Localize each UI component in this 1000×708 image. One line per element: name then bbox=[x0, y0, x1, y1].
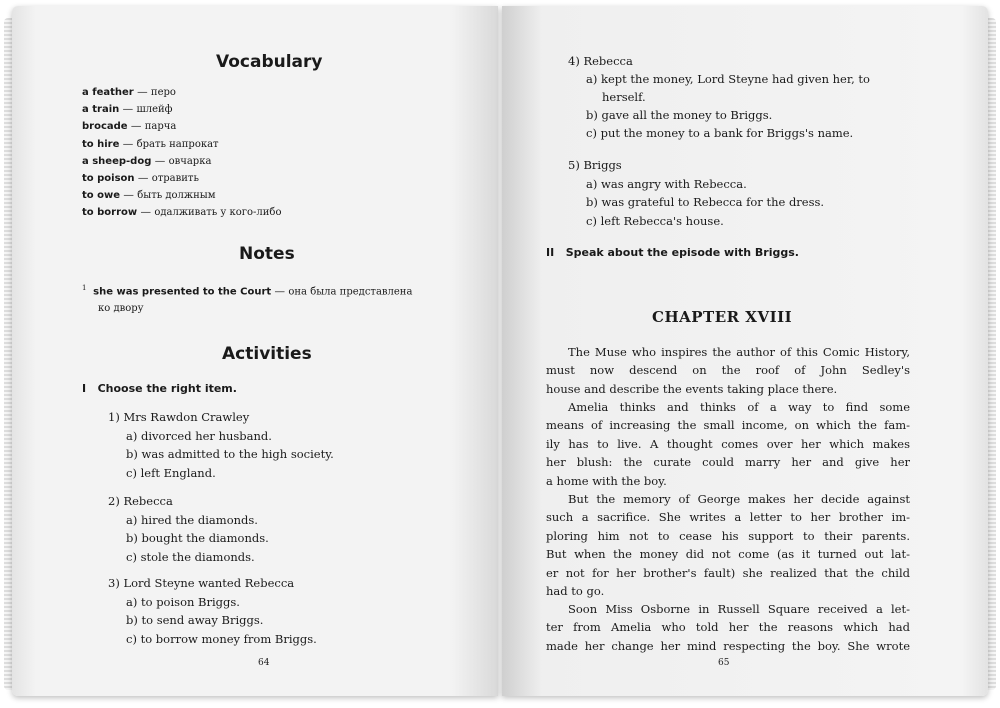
page-number-right: 65 bbox=[718, 658, 730, 668]
text-line: a home with the boy. bbox=[546, 473, 667, 488]
question-5: 5) Briggs a) was angry with Rebecca. b) was grateful to Rebecca for the dress. c) left Rebecca's house. bbox=[568, 158, 825, 228]
vocabulary-list bbox=[82, 84, 281, 222]
text-line: must now descend on the roof of John Sedley's bbox=[546, 363, 910, 378]
page-number-left: 64 bbox=[258, 658, 270, 668]
text-line: ily has to live. A thought comes over her which makes bbox=[546, 436, 910, 451]
task-1: I Choose the right item. bbox=[82, 382, 237, 395]
text-line: er not for her brother's fault) she realized that the child bbox=[546, 565, 910, 580]
vocab-item: to poison — отравить bbox=[82, 172, 199, 185]
text-line: Soon Miss Osborne in Russell Square received a let- bbox=[568, 602, 910, 616]
footnote-term: she was presented to the Court bbox=[93, 286, 272, 298]
question-3: 3) Lord Steyne wanted Rebecca a) to poison Briggs. b) to send away Briggs. c) to borrow money from Briggs. bbox=[108, 576, 317, 646]
notes-heading: Notes bbox=[239, 244, 295, 264]
text-line: But the memory of George makes her decide against bbox=[568, 492, 910, 506]
vocab-item: brocade — парча bbox=[82, 120, 177, 133]
paragraph-3 bbox=[546, 490, 910, 600]
vocab-item: to borrow — одалживать у кого-либо bbox=[82, 206, 282, 219]
text-line: means of increasing the small income, on which the fam- bbox=[546, 418, 910, 433]
text-line: But when the money did not come (as it turned out lat- bbox=[546, 547, 910, 562]
vocab-item: a feather — перо bbox=[82, 86, 176, 98]
activities-heading: Activities bbox=[222, 344, 312, 364]
vocab-item: to hire — брать напрокат bbox=[82, 137, 219, 150]
footnote-translation-cont: ко двору bbox=[98, 302, 144, 314]
text-line: had to go. bbox=[546, 584, 605, 599]
paragraph-1 bbox=[546, 343, 910, 398]
vocab-item: a train — шлейф bbox=[82, 103, 173, 116]
vocab-item: a sheep-dog — овчарка bbox=[82, 154, 212, 167]
question-4: 4) Rebecca a) kept the money, Lord Steyne had given her, to herself. b) gave all the money to Briggs. c) put the money to a bank for Briggs's name. bbox=[568, 54, 870, 140]
text-line: ploring him not to cease his support to their parents. bbox=[546, 528, 910, 543]
paragraph-4 bbox=[546, 600, 910, 655]
footnote-number: 1 bbox=[82, 284, 87, 292]
text-line: such a sacrifice. She writes a letter to her brother im- bbox=[546, 510, 910, 525]
footnote-translation: она была представлена bbox=[288, 286, 413, 298]
text-line: her blush: the curate could marry her and give her bbox=[546, 455, 910, 470]
text-line: made her change her mind respecting the boy. She wrote bbox=[546, 638, 910, 653]
question-1: 1) Mrs Rawdon Crawley a) divorced her husband. b) was admitted to the high society. c) left England. bbox=[108, 410, 334, 480]
paragraph-2 bbox=[546, 398, 910, 490]
footnote: $^1$ she was presented to the Court — она была представлена ко двору bbox=[82, 280, 412, 317]
vocab-item: to owe — быть должным bbox=[82, 189, 216, 202]
chapter-title: CHAPTER XVIII bbox=[652, 308, 793, 326]
vocabulary-heading: Vocabulary bbox=[216, 52, 323, 72]
text-line: The Muse who inspires the author of this Comic History, bbox=[568, 345, 910, 359]
text-line: ter from Amelia who told her the reasons which had bbox=[546, 620, 910, 635]
left-page bbox=[12, 6, 498, 696]
text-line: house and describe the events taking place there. bbox=[546, 381, 838, 396]
question-2: 2) Rebecca a) hired the diamonds. b) bought the diamonds. c) stole the diamonds. bbox=[108, 494, 269, 564]
right-page bbox=[502, 6, 988, 696]
task-2: II Speak about the episode with Briggs. bbox=[546, 246, 799, 259]
text-line: Amelia thinks and thinks of a way to find some bbox=[568, 400, 910, 414]
